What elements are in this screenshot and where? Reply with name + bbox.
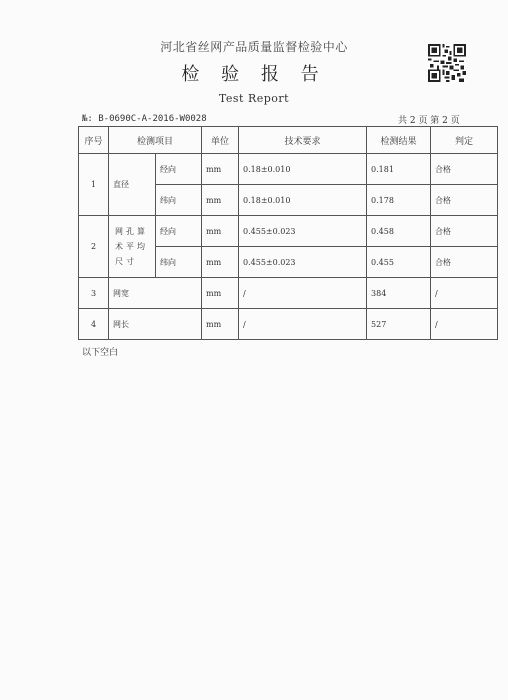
table-row: [79, 309, 498, 340]
row-result: 0.178: [367, 185, 431, 216]
row-unit: mm: [202, 154, 239, 185]
row-requirement: /: [239, 278, 367, 309]
header-no: 序号: [79, 127, 109, 154]
row-verdict: /: [431, 309, 498, 340]
row-no: 4: [79, 309, 109, 340]
row-no: 1: [79, 154, 109, 216]
row-result: 384: [367, 278, 431, 309]
row-sub: 纬向: [156, 185, 202, 216]
row-verdict: /: [431, 278, 498, 309]
row-sub: 经向: [156, 216, 202, 247]
header-result: 检测结果: [367, 127, 431, 154]
row-verdict: 合格: [431, 185, 498, 216]
results-table: [78, 126, 498, 340]
row-result: 0.181: [367, 154, 431, 185]
header-unit: 单位: [202, 127, 239, 154]
header-item: 检测项目: [109, 127, 202, 154]
row-item: 直径: [109, 154, 156, 216]
row-result: 0.455: [367, 247, 431, 278]
row-result: 0.458: [367, 216, 431, 247]
row-item: 网长: [109, 309, 202, 340]
row-sub: 经向: [156, 154, 202, 185]
row-item: 网孔算术平均尺寸: [109, 216, 156, 278]
row-item: 网宽: [109, 278, 202, 309]
table-row: [79, 278, 498, 309]
row-result: 527: [367, 309, 431, 340]
row-no: 3: [79, 278, 109, 309]
row-verdict: 合格: [431, 216, 498, 247]
organization-name: 河北省丝网产品质量监督检验中心: [160, 40, 348, 54]
row-unit: mm: [202, 247, 239, 278]
page-info: 共 2 页 第 2 页: [398, 116, 460, 126]
row-unit: mm: [202, 278, 239, 309]
table-header-row: [79, 127, 498, 154]
row-sub: 纬向: [156, 247, 202, 278]
row-verdict: 合格: [431, 154, 498, 185]
blank-below-note: 以下空白: [82, 348, 119, 358]
row-requirement: 0.18±0.010: [239, 185, 367, 216]
row-unit: mm: [202, 185, 239, 216]
row-no: 2: [79, 216, 109, 278]
row-requirement: /: [239, 309, 367, 340]
row-requirement: 0.455±0.023: [239, 216, 367, 247]
table-row: [79, 154, 498, 185]
report-title: 检 验 报 告: [181, 64, 327, 85]
header-requirement: 技术要求: [239, 127, 367, 154]
row-verdict: 合格: [431, 247, 498, 278]
row-unit: mm: [202, 309, 239, 340]
qr-code-icon: [428, 44, 466, 82]
report-subtitle: Test Report: [218, 92, 290, 105]
header-verdict: 判定: [431, 127, 498, 154]
row-requirement: 0.18±0.010: [239, 154, 367, 185]
row-requirement: 0.455±0.023: [239, 247, 367, 278]
document-number: №: B-0690C-A-2016-W0028: [82, 114, 207, 124]
row-unit: mm: [202, 216, 239, 247]
table-row: [79, 216, 498, 247]
